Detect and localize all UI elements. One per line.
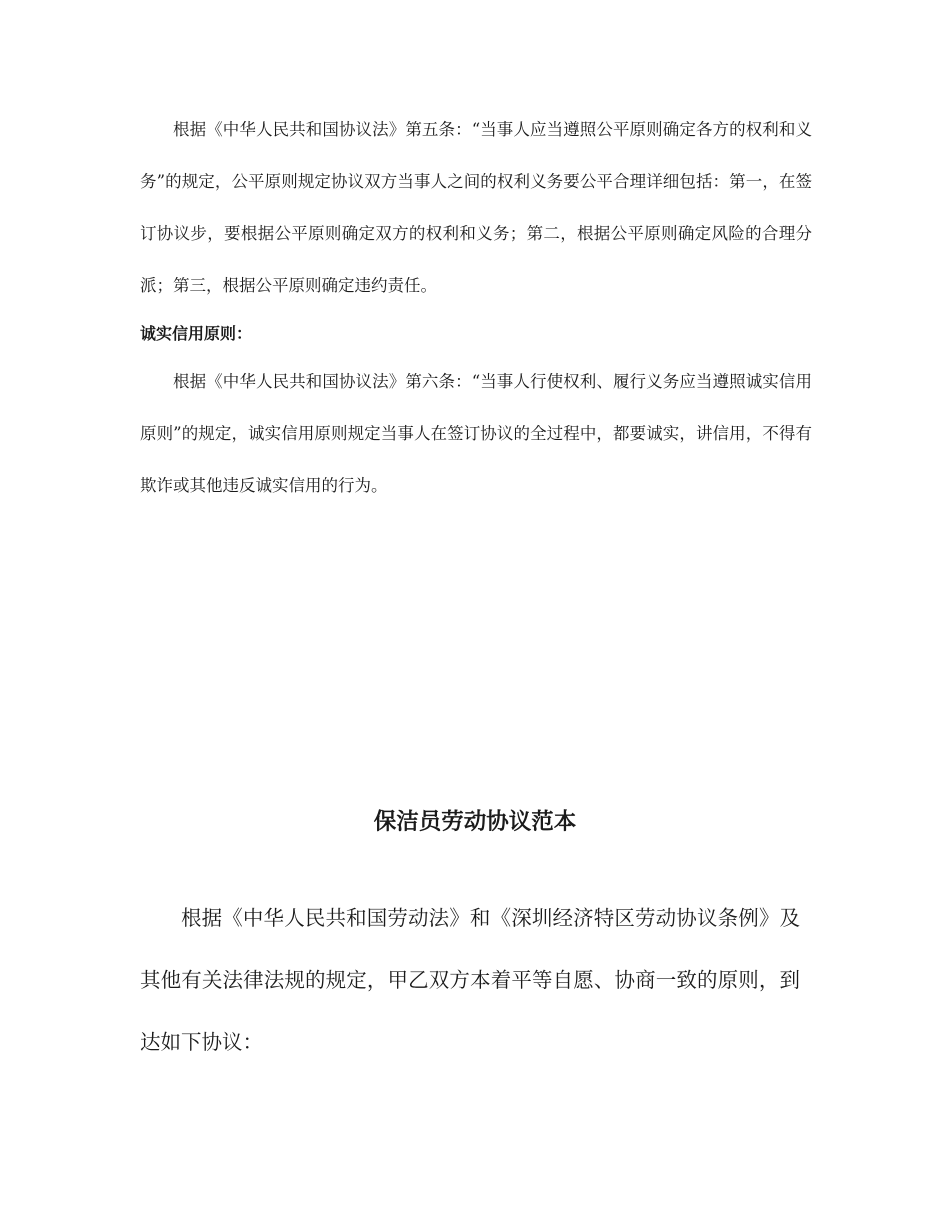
fairness-principle-paragraph: 根据《中华人民共和国协议法》第五条：“当事人应当遵照公平原则确定各方的权利和义务”的规定，公平原则规定协议双方当事人之间的权利义务要公平合理详细包括：第一，在签订协议步，要根据公平原则确定双方的权利和义务；第二，根据公平原则确定风险的合理分派；第三，根据公平原则确定违约责任。 bbox=[140, 120, 812, 295]
contract-intro-section bbox=[140, 887, 800, 1073]
good-faith-heading: 诚实信用原则： bbox=[140, 324, 253, 343]
principles-section bbox=[140, 104, 812, 512]
good-faith-paragraph: 根据《中华人民共和国协议法》第六条：“当事人行使权利、履行义务应当遵照诚实信用原则”的规定，诚实信用原则规定当事人在签订协议的全过程中，都要诚实，讲信用，不得有欺诈或其他违反诚实信用的行为。 bbox=[140, 372, 812, 495]
contract-title: 保洁员劳动协议范本 bbox=[373, 809, 577, 835]
contract-intro-paragraph: 根据《中华人民共和国劳动法》和《深圳经济特区劳动协议条例》及其他有关法律法规的规定，甲乙双方本着平等自愿、协商一致的原则，到达如下协议： bbox=[140, 906, 800, 1054]
